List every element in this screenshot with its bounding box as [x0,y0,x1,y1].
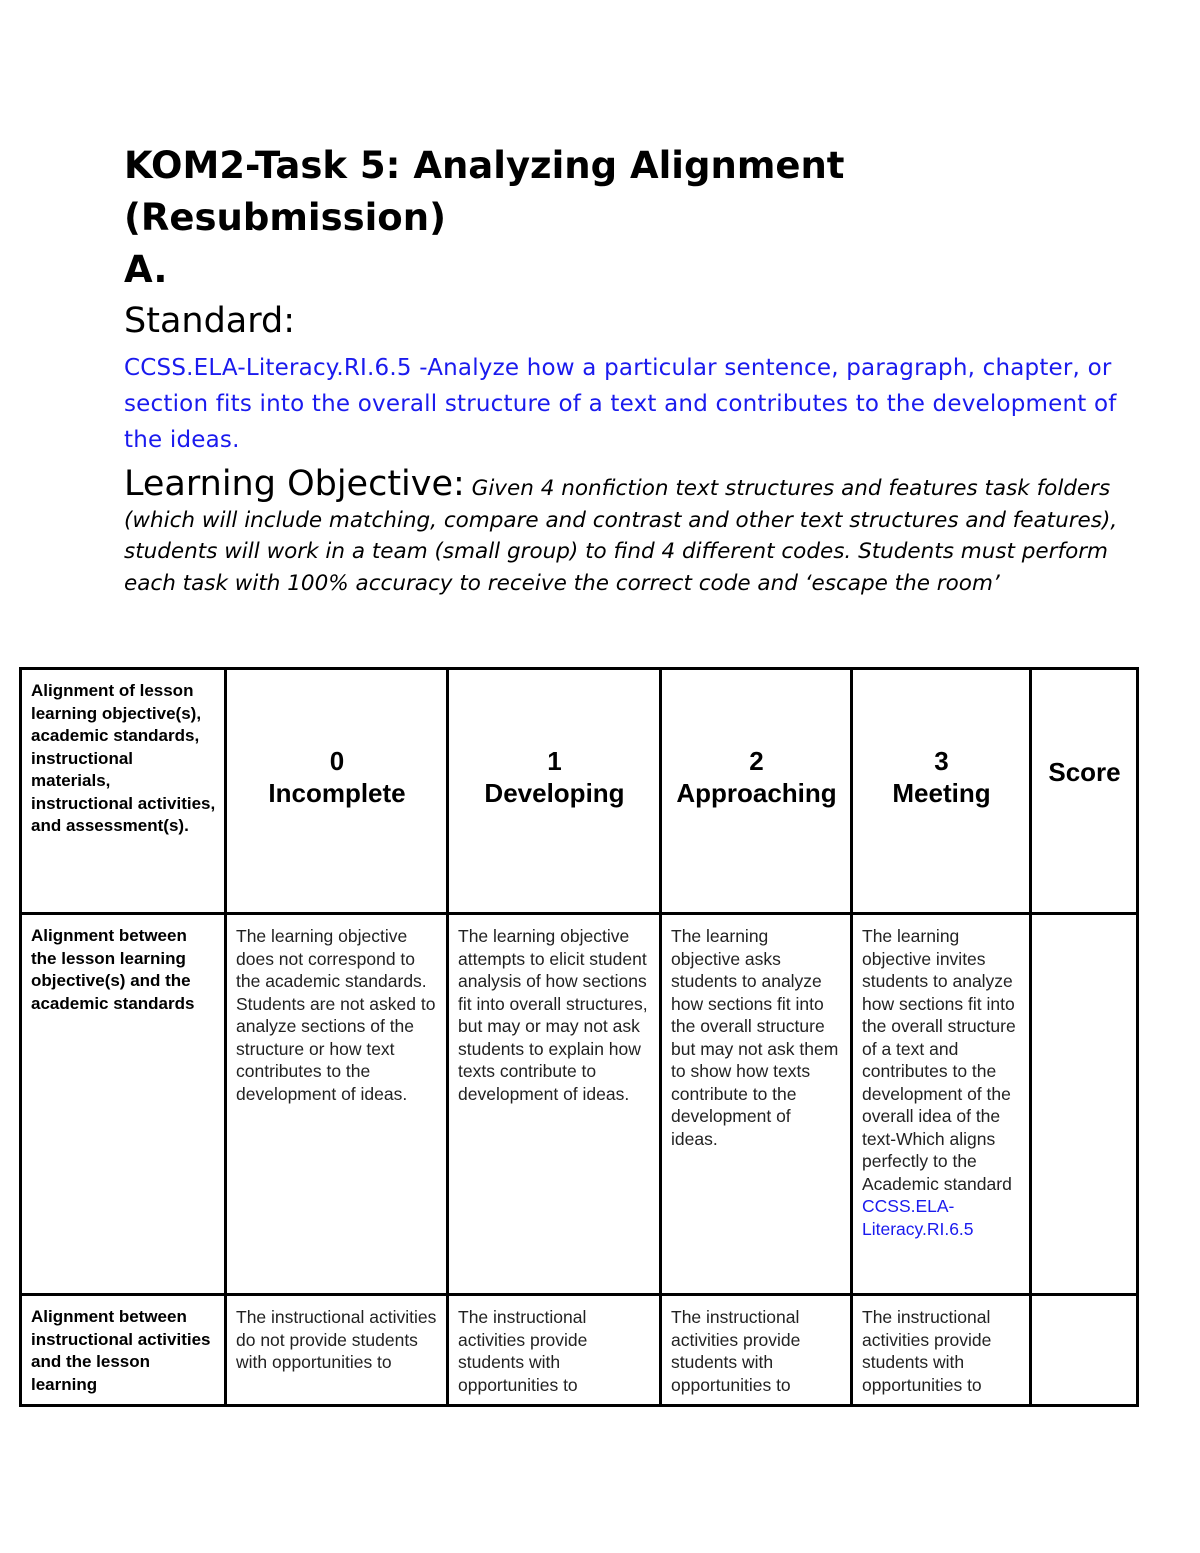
level-name: Developing [484,778,625,808]
cell-text: The learning objective invites students to analyze how sections fit into the overall structure of a text and contributes to the development of the overall idea of the text-Which aligns perfectly to the Academic standard [862,926,1016,1194]
rubric-cell: The instructional activities provide students with opportunities to [448,1295,661,1406]
standard-reference: CCSS.ELA-Literacy.RI.6.5 [862,1196,974,1239]
header-level-2 [661,669,852,914]
standard-label: Standard: [124,301,296,341]
header-level-1 [448,669,661,914]
score-cell[interactable] [1031,1295,1138,1406]
table-row [21,1295,1138,1406]
table-row [21,914,1138,1295]
rubric-cell: The instructional activities provide students with opportunities to [852,1295,1031,1406]
level-number: 0 [329,746,345,776]
level-name: Meeting [892,778,991,808]
objective-label: Learning Objective: [124,464,465,504]
rubric-cell: The learning objective attempts to elicit student analysis of how sections fit into overall structures, but may or may not ask students to explain how texts contribute to development of ideas. [448,914,661,1295]
rubric-header-row [21,669,1138,914]
document-body [124,140,1124,599]
header-level-3 [852,669,1031,914]
row-label: Alignment between instructional activities and the lesson learning [21,1295,226,1406]
rubric-cell: The learning objective asks students to analyze how sections fit into the overall structure but may not ask them to show how texts contribute to the development of ideas. [661,914,852,1295]
learning-objective [124,464,1124,599]
rubric-table [19,667,1139,1407]
section-heading: A. [124,248,168,291]
header-score: Score [1031,669,1138,914]
level-number: 2 [749,746,764,776]
objective-text: Given 4 nonfiction text structures and features task folders (which will include matching, compare and contrast and other text structures and features), students will work in a team (small group) to find 4 different codes. Students must perform each task with 100% accuracy to receive the correct code and ‘escape the room’ [124,476,1118,596]
rubric-cell: The instructional activities do not provide students with opportunities to [226,1295,448,1406]
row-label: Alignment between the lesson learning objective(s) and the academic standards [21,914,226,1295]
document-title [124,140,1124,244]
title-line-2: (Resubmission) [124,196,446,239]
rubric-cell: The instructional activities provide students with opportunities to [661,1295,852,1406]
level-number: 1 [547,746,562,776]
level-name: Approaching [676,778,837,808]
level-name: Incomplete [268,778,406,808]
header-level-0 [226,669,448,914]
header-alignment: Alignment of lesson learning objective(s), academic standards, instructional materials, instructional activities, and assessment(s). [21,669,226,914]
level-number: 3 [934,746,949,776]
rubric-cell: The learning objective does not correspond to the academic standards. Students are not asked to analyze sections of the structure or how text contributes to the development of ideas. [226,914,448,1295]
title-line-1: KOM2-Task 5: Analyzing Alignment [124,144,845,187]
score-cell[interactable] [1031,914,1138,1295]
standard-text: CCSS.ELA-Literacy.RI.6.5 -Analyze how a particular sentence, paragraph, chapter, or section fits into the overall structure of a text and contributes to the development of the ideas. [124,355,1117,453]
rubric-cell [852,914,1031,1295]
